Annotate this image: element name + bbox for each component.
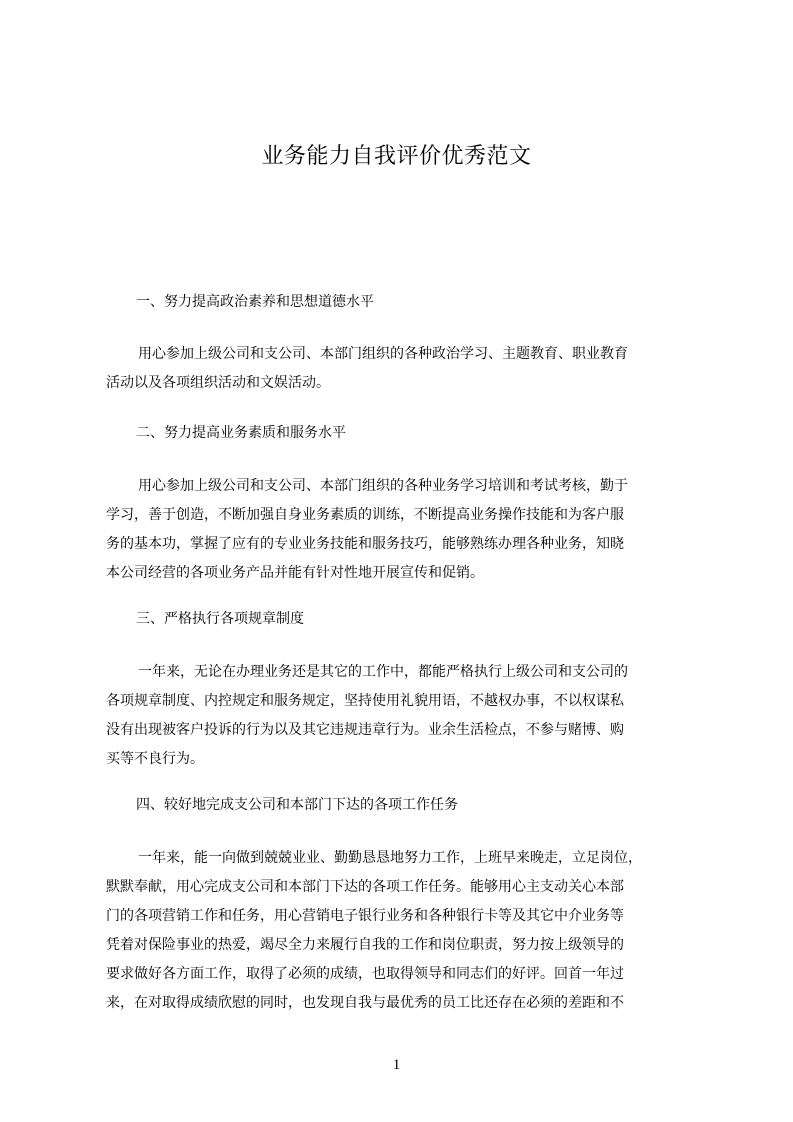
section-heading-1: 一、努力提高政治素养和思想道德水平 (136, 294, 374, 310)
section-paragraph-4 (106, 844, 700, 1018)
section-paragraph-3 (106, 658, 700, 774)
paragraph-line: 要求做好各方面工作，取得了必须的成绩，也取得领导和同志们的好评。回首一年过 (106, 966, 624, 982)
paragraph-line: 一年来，能一向做到兢兢业业、勤勤恳恳地努力工作，上班早来晚走，立足岗位， (138, 850, 642, 866)
page-number: 1 (392, 1057, 401, 1073)
paragraph-line: 用心参加上级公司和支公司、本部门组织的各种政治学习、主题教育、职业教育 (138, 346, 628, 362)
section-paragraph-2 (106, 472, 700, 588)
paragraph-line: 默默奉献，用心完成支公司和本部门下达的各项工作任务。能够用心主支动关心本部 (106, 879, 624, 895)
paragraph-line: 没有出现被客户投诉的行为以及其它违规违章行为。业余生活检点，不参与赌博、购 (106, 722, 624, 738)
paragraph-line: 一年来，无论在办理业务还是其它的工作中，都能严格执行上级公司和支公司的 (138, 664, 628, 680)
paragraph-line: 凭着对保险事业的热爱，竭尽全力来履行自我的工作和岗位职责，努力按上级领导的 (106, 937, 624, 953)
paragraph-line: 用心参加上级公司和支公司、本部门组织的各种业务学习培训和考试考核，勤于 (138, 478, 628, 494)
section-paragraph-1 (106, 340, 700, 398)
paragraph-line: 务的基本功，掌握了应有的专业业务技能和服务技巧，能够熟练办理各种业务，知晓 (106, 536, 624, 552)
document-title: 业务能力自我评价优秀范文 (261, 144, 532, 169)
paragraph-line: 学习，善于创造，不断加强自身业务素质的训练，不断提高业务操作技能和为客户服 (106, 507, 624, 523)
paragraph-line: 活动以及各项组织活动和文娱活动。 (106, 375, 330, 391)
paragraph-line: 买等不良行为。 (106, 751, 204, 767)
paragraph-line: 各项规章制度、内控规定和服务规定，坚持使用礼貌用语，不越权办事，不以权谋私 (106, 693, 624, 709)
section-heading-3: 三、严格执行各项规章制度 (136, 611, 304, 627)
section-heading-4: 四、较好地完成支公司和本部门下达的各项工作任务 (136, 797, 458, 813)
paragraph-line: 本公司经营的各项业务产品并能有针对性地开展宣传和促销。 (106, 565, 484, 581)
section-heading-2: 二、努力提高业务素质和服务水平 (136, 425, 346, 441)
paragraph-line: 来，在对取得成绩欣慰的同时，也发现自我与最优秀的员工比还存在必须的差距和不 (106, 995, 624, 1011)
paragraph-line: 门的各项营销工作和任务，用心营销电子银行业务和各种银行卡等及其它中介业务等 (106, 908, 624, 924)
